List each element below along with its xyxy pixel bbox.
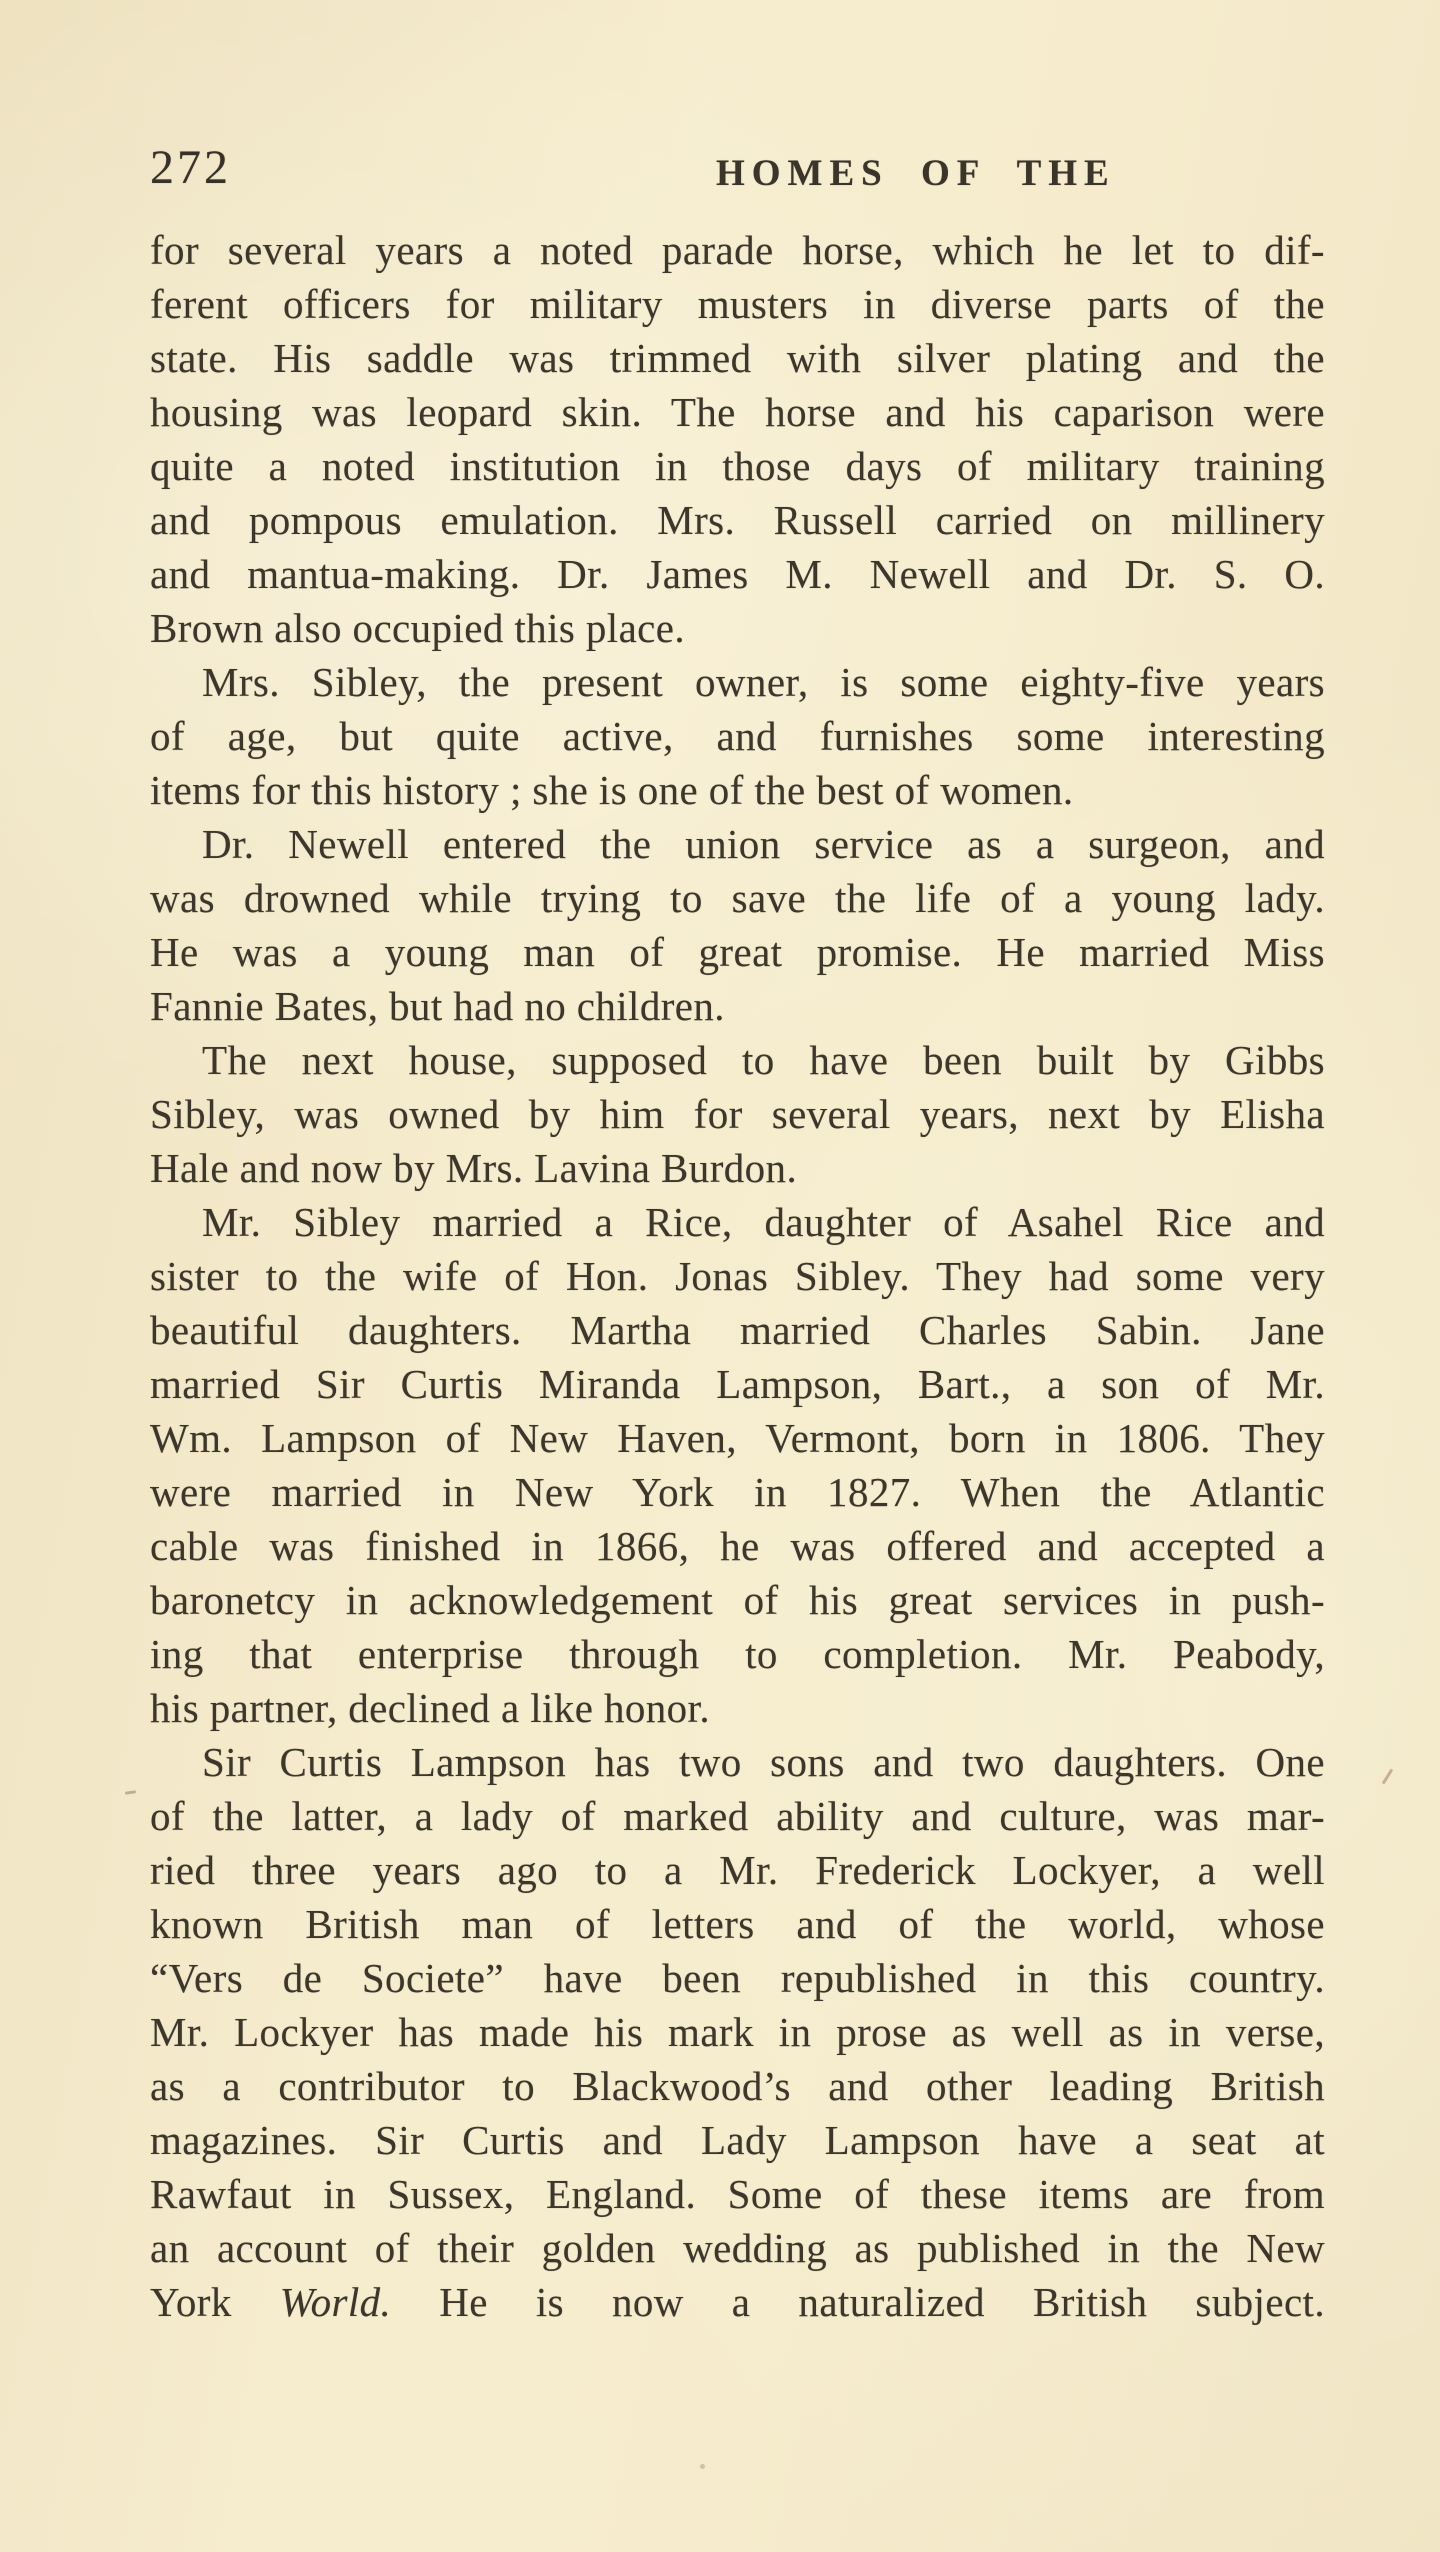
text-line: his partner, declined a like honor. xyxy=(150,1685,710,1731)
text-segment: York xyxy=(150,2279,280,2325)
text-line: Wm. Lampson of New Haven, Vermont, born in 1806. They xyxy=(150,1415,1325,1461)
running-head: HOMES OF THE xyxy=(716,153,1116,194)
ink-speck xyxy=(1382,1768,1394,1784)
text-line: were married in New York in 1827. When the Atlantic xyxy=(150,1469,1325,1515)
text-line: magazines. Sir Curtis and Lady Lampson have a seat at xyxy=(150,2117,1325,2163)
text-line: Brown also occupied this place. xyxy=(150,605,686,651)
text-line: He was a young man of great promise. He married Miss xyxy=(150,929,1325,975)
text-line: and pompous emulation. Mrs. Russell carried on millinery xyxy=(150,497,1325,543)
text-line: The next house, supposed to have been built by Gibbs xyxy=(202,1037,1325,1083)
paragraph xyxy=(150,1033,1325,1195)
text-line: was drowned while trying to save the life of a young lady. xyxy=(150,875,1325,921)
page-header xyxy=(150,142,1323,202)
text-line: as a contributor to Blackwood’s and other leading British xyxy=(150,2063,1325,2109)
text-line: Mr. Lockyer has made his mark in prose as well as in verse, xyxy=(150,2009,1325,2055)
text-line: sister to the wife of Hon. Jonas Sibley. They had some very xyxy=(150,1253,1325,1299)
text-line: for several years a noted parade horse, which he let to dif- xyxy=(150,227,1325,273)
paragraph xyxy=(150,655,1325,817)
text-line xyxy=(150,2275,1325,2329)
page-number: 272 xyxy=(150,141,231,194)
text-line: Fannie Bates, but had no children. xyxy=(150,983,725,1029)
text-line: quite a noted institution in those days of military training xyxy=(150,443,1325,489)
body-text-column xyxy=(150,223,1325,2329)
text-line: Dr. Newell entered the union service as a surgeon, and xyxy=(202,821,1325,867)
text-segment: He is now a naturalized British subject. xyxy=(391,2279,1325,2325)
ink-speck xyxy=(700,2464,705,2469)
text-line: married Sir Curtis Miranda Lampson, Bart., a son of Mr. xyxy=(150,1361,1325,1407)
text-line: ried three years ago to a Mr. Frederick Lockyer, a well xyxy=(150,1847,1325,1893)
text-line: baronetcy in acknowledgement of his great services in push- xyxy=(150,1577,1325,1623)
text-line: Mrs. Sibley, the present owner, is some eighty-five years xyxy=(202,659,1325,705)
text-line: and mantua-making. Dr. James M. Newell and Dr. S. O. xyxy=(150,551,1325,597)
text-line: state. His saddle was trimmed with silver plating and the xyxy=(150,335,1325,381)
text-line: of age, but quite active, and furnishes some interesting xyxy=(150,713,1325,759)
text-line: beautiful daughters. Martha married Charles Sabin. Jane xyxy=(150,1307,1325,1353)
text-line: Sibley, was owned by him for several years, next by Elisha xyxy=(150,1091,1325,1137)
text-line: known British man of letters and of the world, whose xyxy=(150,1901,1325,1947)
text-line: Hale and now by Mrs. Lavina Burdon. xyxy=(150,1145,798,1191)
text-line: “Vers de Societe” have been republished in this country. xyxy=(150,1955,1325,2001)
italic-text: World. xyxy=(279,2279,392,2325)
text-line: cable was finished in 1866, he was offered and accepted a xyxy=(150,1523,1325,1569)
text-line: Rawfaut in Sussex, England. Some of these items are from xyxy=(150,2171,1325,2217)
text-line: an account of their golden wedding as published in the New xyxy=(150,2225,1325,2271)
text-line: of the latter, a lady of marked ability and culture, was mar- xyxy=(150,1793,1325,1839)
text-line: items for this history ; she is one of the best of women. xyxy=(150,767,1074,813)
paragraph xyxy=(150,817,1325,1033)
text-line: housing was leopard skin. The horse and his caparison were xyxy=(150,389,1325,435)
ink-speck xyxy=(125,1790,136,1795)
text-line: ferent officers for military musters in diverse parts of the xyxy=(150,281,1325,327)
text-line: Sir Curtis Lampson has two sons and two daughters. One xyxy=(202,1739,1325,1785)
paragraph xyxy=(150,1195,1325,1735)
paragraph xyxy=(150,1735,1325,2329)
text-line: ing that enterprise through to completion. Mr. Peabody, xyxy=(150,1631,1325,1677)
paragraph xyxy=(150,223,1325,655)
text-line: Mr. Sibley married a Rice, daughter of Asahel Rice and xyxy=(202,1199,1325,1245)
